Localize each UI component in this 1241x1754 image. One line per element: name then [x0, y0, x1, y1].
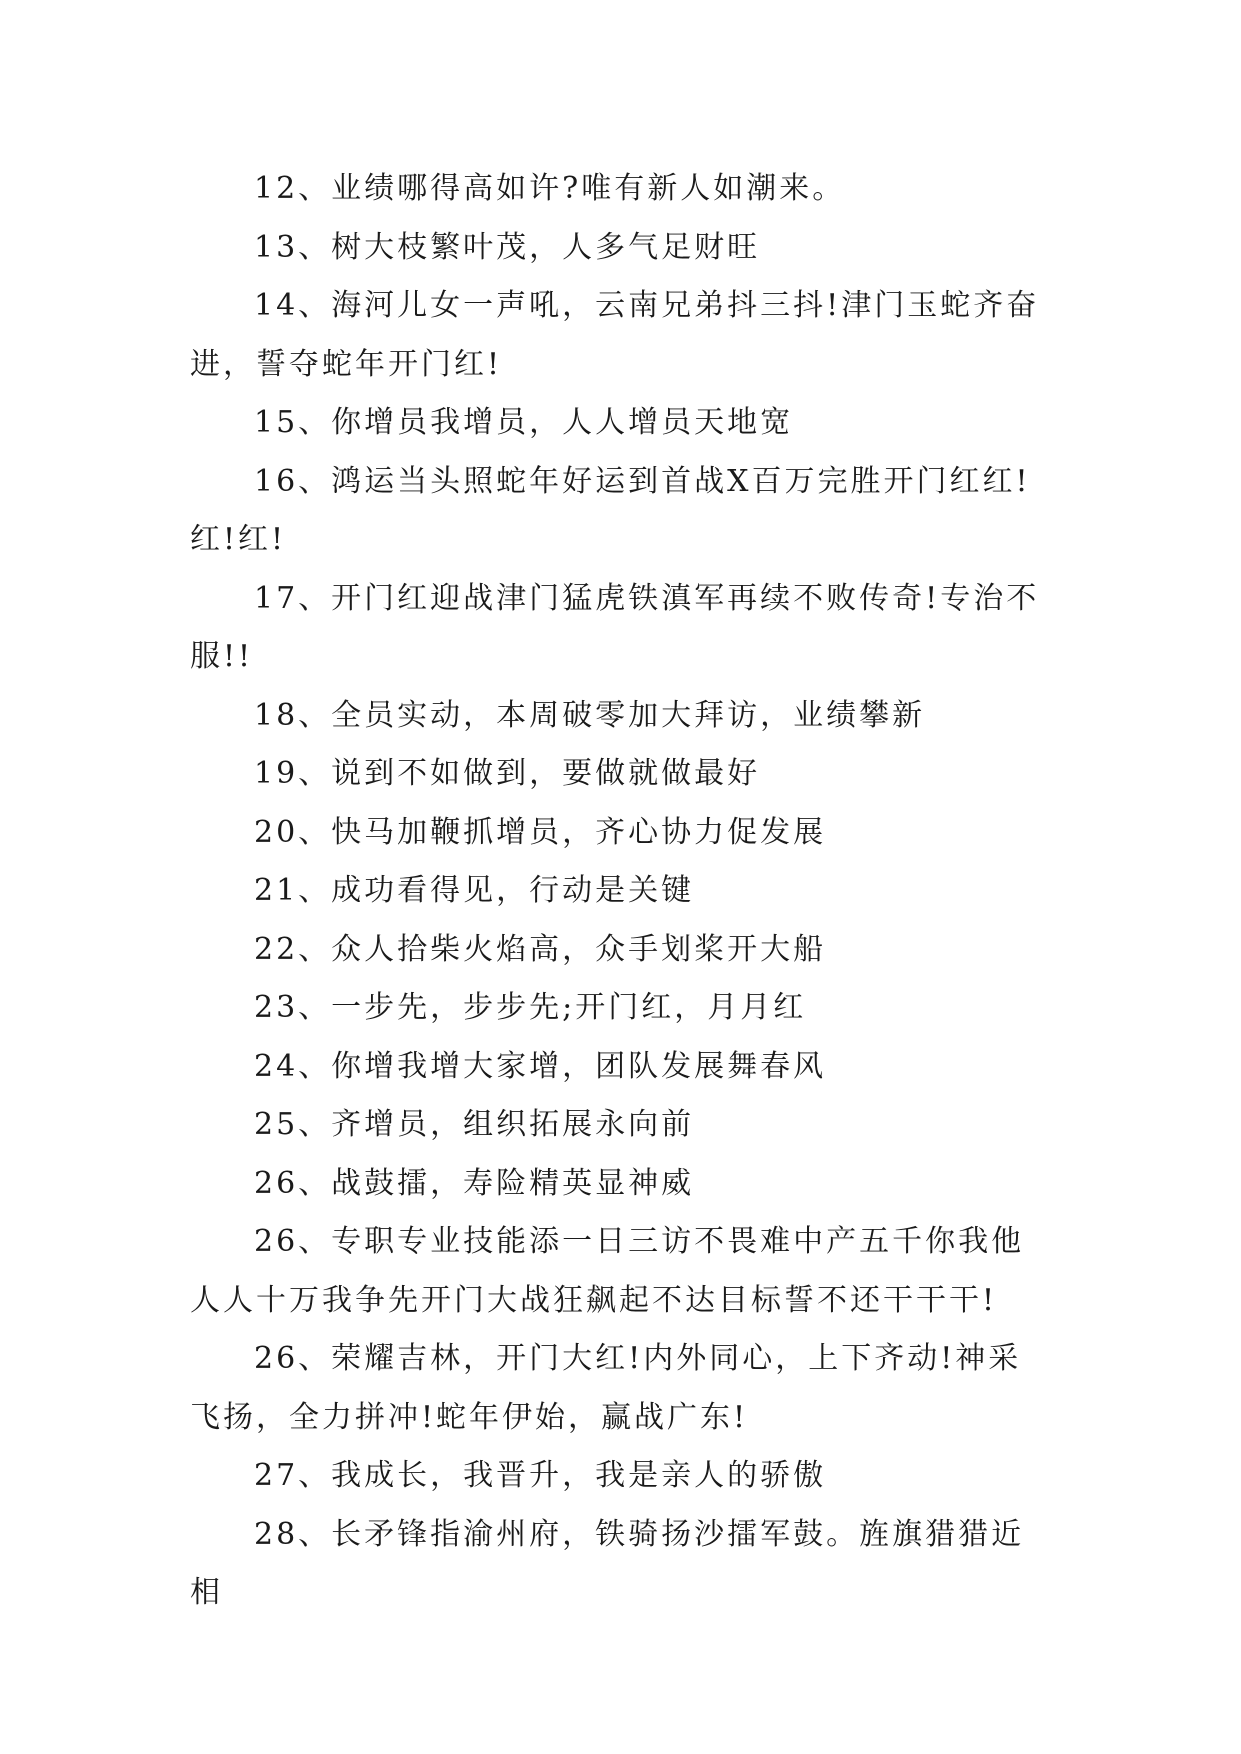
paragraph-25: 25、齐增员，组织拓展永向前: [254, 1107, 695, 1142]
paragraph-17: 17、开门红迎战津门猛虎铁滇军再续不败传奇!专治不服!!: [190, 580, 1040, 674]
paragraph-26b: 26、专职专业技能添一日三访不畏难中产五千你我他人人十万我争先开门大战狂飙起不达目标誓不还干干干!: [190, 1224, 1025, 1318]
paragraph-22: 22、众人拾柴火焰高，众手划桨开大船: [254, 931, 827, 967]
paragraph-18: 18、全员实动，本周破零加大拜访，业绩攀新: [254, 697, 926, 733]
paragraph-19: 19、说到不如做到，要做就做最好: [254, 756, 761, 791]
paragraph-20: 20、快马加鞭抓增员，齐心协力促发展: [254, 814, 827, 850]
paragraph-14: 14、海河儿女一声吼，云南兄弟抖三抖!津门玉蛇齐奋进，誓夺蛇年开门红!: [190, 288, 1040, 382]
paragraph-23: 23、一步先，步步先;开门红，月月红: [254, 990, 807, 1025]
paragraph-24: 24、你增我增大家增，团队发展舞春风: [254, 1048, 827, 1084]
paragraph-27: 27、我成长，我晋升，我是亲人的骄傲: [254, 1458, 827, 1493]
document-body: [190, 160, 1050, 1623]
paragraph-15: 15、你增员我增员，人人增员天地宽: [254, 405, 794, 440]
paragraph-16: 16、鸿运当头照蛇年好运到首战X百万完胜开门红红!红!红!: [190, 463, 1031, 557]
paragraph-26c: 26、荣耀吉林，开门大红!内外同心，上下齐动!神采飞扬，全力拼冲!蛇年伊始，赢战广东!: [190, 1341, 1022, 1435]
paragraph-26a: 26、战鼓擂，寿险精英显神威: [254, 1165, 695, 1201]
paragraph-12: 12、业绩哪得高如许?唯有新人如潮来。: [254, 171, 846, 206]
paragraph-28: 28、长矛锋指渝州府，铁骑扬沙擂军鼓。旌旗猎猎近相: [190, 1516, 1025, 1610]
paragraph-21: 21、成功看得见，行动是关键: [254, 873, 695, 908]
paragraph-13: 13、树大枝繁叶茂，人多气足财旺: [254, 229, 761, 265]
